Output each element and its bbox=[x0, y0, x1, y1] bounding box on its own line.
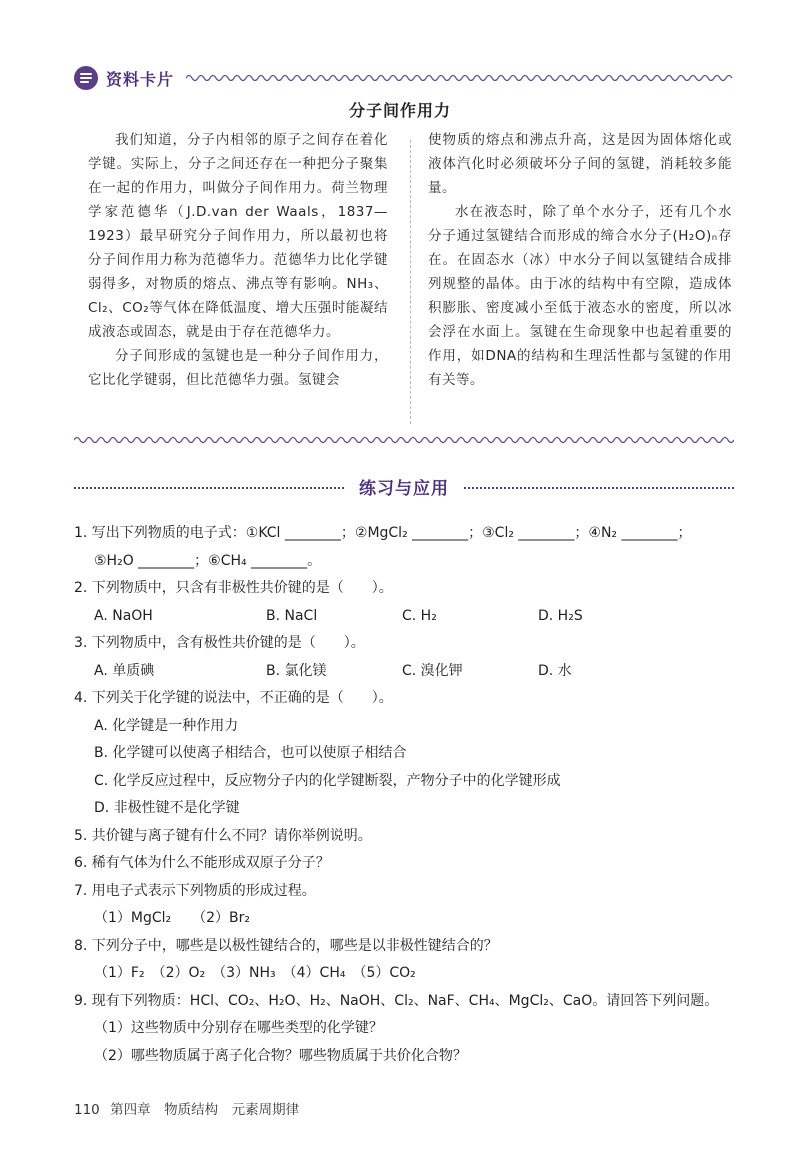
question-7: 7. 用电子式表示下列物质的形成过程。 bbox=[74, 882, 316, 899]
section-title: 练习与应用 bbox=[359, 479, 449, 499]
question-8: 8. 下列分子中，哪些是以极性键结合的，哪些是以非极性键结合的？ bbox=[74, 937, 498, 954]
question-1: 1. 写出下列物质的电子式：①KCl ________；②MgCl₂ ________；③Cl₂ ________；④N₂ ________； bbox=[74, 525, 692, 541]
dotted-rule-right bbox=[464, 487, 734, 489]
question-7-items: （1）MgCl₂ （2）Br₂ bbox=[94, 910, 251, 926]
exercise-section-header bbox=[74, 474, 734, 500]
card-paragraph: 我们知道，分子内相邻的原子之间存在着化学键。实际上，分子之间还存在一种把分子聚集在一起的作用力，叫做分子间作用力。荷兰物理学家范德华（J.D.van der Waals，1837—1923）最早研究分子间作用力，所以最初也将分子间作用力称为范德华力。范德华力比化学键弱得多，对物质的熔点、沸点等有影响。NH₃、Cl₂、CO₂等气体在降低温度、增大压强时能凝结成液态或固态，就是由于存在范德华力。 bbox=[88, 132, 388, 340]
column-divider bbox=[410, 140, 411, 424]
question-9-sub-2: （2）哪些物质属于离子化合物？哪些物质属于共价化合物？ bbox=[94, 1047, 467, 1064]
question-6: 6. 稀有气体为什么不能形成双原子分子？ bbox=[74, 855, 330, 871]
question-3-options bbox=[74, 658, 744, 686]
card-label: 资料卡片 bbox=[106, 70, 175, 89]
page-number: 110 bbox=[74, 1102, 100, 1118]
option-b: B. NaCl bbox=[266, 607, 318, 624]
card-paragraph: 水在液态时，除了单个水分子，还有几个水分子通过氢键结合而形成的缔合水分子(H₂O)ₙ存在。在固态水（冰）中水分子间以氢键结合成排列规整的晶体。由于冰的结构中有空隙，造成体积膨胀、密度减小至低于液态水的密度，所以冰会浮在水面上。氢键在生命现象中也起着重要的作用，如DNA的结构和生理活性都与氢键的作用有关等。 bbox=[428, 204, 732, 388]
card-paragraph: 分子间形成的氢键也是一种分子间作用力，它比化学键弱，但比范德华力强。氢键会 bbox=[88, 348, 388, 388]
option-a: A. 化学键是一种作用力 bbox=[94, 717, 239, 734]
chapter-title: 第四章 物质结构 元素周期律 bbox=[110, 1102, 300, 1118]
question-1-continued: ⑤H₂O ________；⑥CH₄ ________。 bbox=[94, 552, 322, 569]
option-d: D. 水 bbox=[538, 662, 572, 679]
question-4: 4. 下列关于化学键的说法中，不正确的是（ ）。 bbox=[74, 690, 393, 706]
card-header bbox=[74, 64, 734, 94]
header-wave-divider bbox=[186, 72, 734, 84]
question-3: 3. 下列物质中，含有极性共价键的是（ ）。 bbox=[74, 635, 365, 651]
exercise-list bbox=[74, 520, 744, 1070]
question-2-options bbox=[74, 603, 744, 631]
option-d: D. 非极性键不是化学键 bbox=[94, 800, 240, 816]
question-9-sub-1: （1）这些物质中分别存在哪些类型的化学键？ bbox=[94, 1020, 383, 1036]
option-a: A. NaOH bbox=[94, 607, 153, 624]
question-5: 5. 共价键与离子键有什么不同？请你举例说明。 bbox=[74, 827, 372, 844]
page-footer bbox=[74, 1098, 299, 1118]
option-b: B. 氯化镁 bbox=[266, 662, 327, 679]
card-right-column bbox=[428, 128, 732, 392]
option-a: A. 单质碘 bbox=[94, 662, 155, 679]
document-icon bbox=[74, 66, 98, 90]
card-heading: 分子间作用力 bbox=[348, 101, 451, 120]
option-b: B. 化学键可以使离子相结合，也可以使原子相结合 bbox=[94, 745, 407, 761]
card-bottom-wave-divider bbox=[74, 434, 734, 446]
question-2: 2. 下列物质中，只含有非极性共价键的是（ ）。 bbox=[74, 580, 393, 596]
option-c: C. 化学反应过程中，反应物分子内的化学键断裂，产物分子中的化学键形成 bbox=[94, 772, 561, 789]
option-c: C. H₂ bbox=[402, 607, 437, 624]
card-left-column bbox=[88, 128, 388, 392]
card-paragraph-continuation: 使物质的熔点和沸点升高，这是因为固体熔化或液体汽化时必须破坏分子间的氢键，消耗较多能量。 bbox=[428, 132, 732, 196]
question-8-items: （1）F₂ （2）O₂ （3）NH₃ （4）CH₄ （5）CO₂ bbox=[94, 965, 416, 981]
question-9: 9. 现有下列物质：HCl、CO₂、H₂O、H₂、NaOH、Cl₂、NaF、CH₄、MgCl₂、CaO。请回答下列问题。 bbox=[74, 992, 719, 1009]
option-d: D. H₂S bbox=[538, 607, 583, 624]
option-c: C. 溴化钾 bbox=[402, 662, 463, 679]
